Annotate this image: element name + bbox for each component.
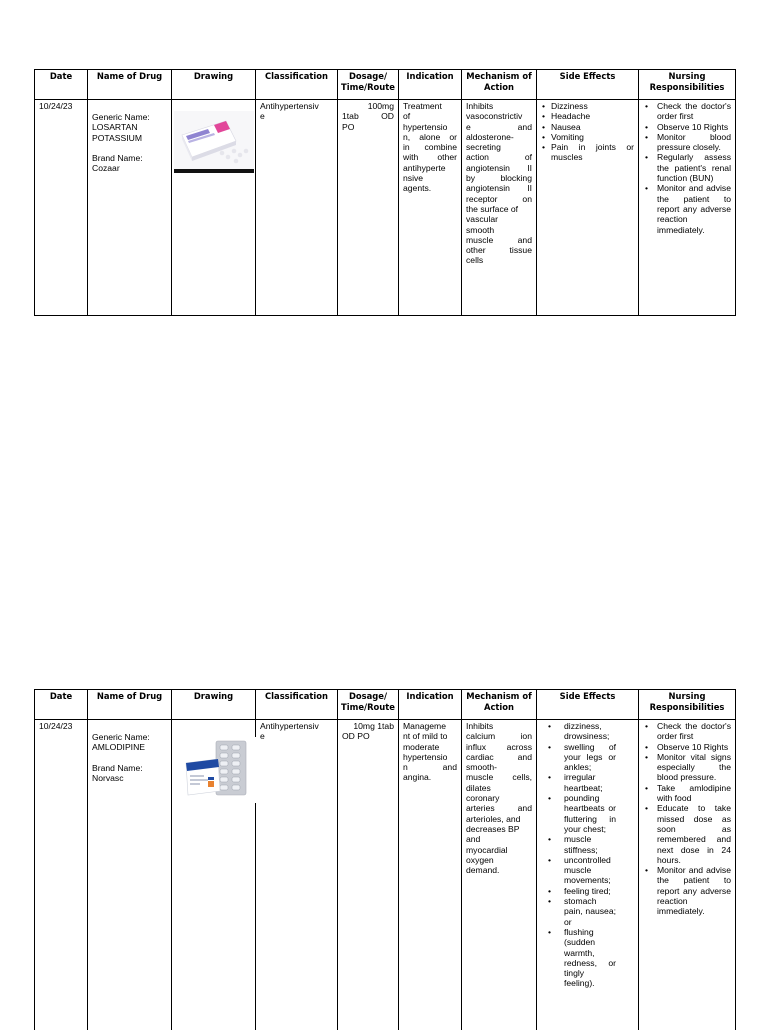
mechanism-line: decreases BP bbox=[466, 823, 520, 834]
side-effect-item: • uncontrolled muscle movements; bbox=[564, 855, 616, 886]
side-effects-cell bbox=[537, 720, 639, 1030]
classification-line: e bbox=[260, 111, 265, 122]
nursing-cell bbox=[639, 720, 736, 1030]
header-classification: Classification bbox=[256, 70, 338, 100]
header-date: Date bbox=[35, 690, 88, 720]
drug-card-losartan bbox=[34, 69, 736, 316]
generic-name-line: AMLODIPINE bbox=[92, 742, 146, 753]
dosage-line: OD PO bbox=[342, 731, 370, 742]
nursing-item: • Regularly assess the patient's renal function (BUN) bbox=[657, 152, 731, 183]
indication-line: n and bbox=[403, 762, 457, 773]
mechanism-line: muscle cells, bbox=[466, 772, 532, 783]
header-drawing: Drawing bbox=[172, 70, 256, 100]
nursing-item: • Check the doctor's order first bbox=[657, 721, 731, 742]
nursing-item: • Take amlodipine with food bbox=[657, 783, 731, 804]
dosage-line: 1tab OD bbox=[342, 111, 394, 122]
side-effect-item: • Nausea bbox=[551, 122, 634, 132]
drug-name-cell bbox=[88, 720, 172, 1030]
header-indication: Indication bbox=[399, 70, 462, 100]
header-row bbox=[35, 70, 736, 100]
header-side-effects: Side Effects bbox=[537, 690, 639, 720]
header-date: Date bbox=[35, 70, 88, 100]
indication-line: Treatment bbox=[403, 101, 442, 111]
header-row bbox=[35, 690, 736, 720]
nursing-list bbox=[643, 101, 731, 235]
side-effect-item: • Dizziness bbox=[551, 101, 634, 111]
side-effect-item: • swelling of your legs or ankles; bbox=[564, 742, 616, 773]
nursing-item: • Monitor vital signs especially the blood pressure. bbox=[657, 752, 731, 783]
classification-cell bbox=[256, 100, 338, 316]
drug-name-cell bbox=[88, 100, 172, 316]
indication-line: hypertensio bbox=[403, 121, 448, 132]
generic-name-line: POTASSIUM bbox=[92, 132, 142, 143]
generic-name-line: LOSARTAN bbox=[92, 122, 138, 133]
mechanism-line: smooth- bbox=[466, 762, 498, 773]
side-effect-item: • Headache bbox=[551, 111, 634, 121]
date-cell: 10/24/23 bbox=[35, 720, 88, 1030]
header-dosage: Dosage/ Time/Route bbox=[338, 70, 399, 100]
header-name-of-drug: Name of Drug bbox=[88, 690, 172, 720]
mechanism-line: receptor on bbox=[466, 193, 532, 204]
mechanism-line: angiotensin II bbox=[466, 162, 532, 173]
classification-cell bbox=[256, 720, 338, 1030]
mechanism-line: arteries and bbox=[466, 803, 532, 814]
drug-card-amlodipine bbox=[34, 689, 736, 1030]
side-effect-item: • feeling tired; bbox=[564, 886, 616, 896]
mechanism-line: arterioles, and bbox=[466, 813, 521, 824]
indication-line: hypertensio bbox=[403, 751, 448, 762]
classification-line: Antihypertensiv bbox=[260, 721, 319, 731]
dosage-cell bbox=[338, 100, 399, 316]
header-nursing: Nursing Responsibilities bbox=[639, 70, 736, 100]
mechanism-cell bbox=[462, 100, 537, 316]
side-effect-item: • stomach pain, nausea; or bbox=[564, 896, 616, 927]
side-effect-item: • irregular heartbeat; bbox=[564, 772, 616, 793]
side-effect-item: • dizziness, drowsiness; bbox=[564, 721, 616, 742]
mechanism-line: e and bbox=[466, 121, 532, 132]
side-effects-list bbox=[541, 101, 634, 163]
header-indication: Indication bbox=[399, 690, 462, 720]
side-effects-list bbox=[541, 721, 634, 989]
brand-label: Brand Name: bbox=[92, 762, 143, 773]
classification-line: Antihypertensiv bbox=[260, 101, 319, 111]
generic-label: Generic Name: bbox=[92, 112, 150, 122]
mechanism-line: coronary bbox=[466, 793, 500, 804]
mechanism-line: muscle and bbox=[466, 234, 532, 245]
mechanism-line: vasoconstrictiv bbox=[466, 111, 523, 122]
side-effect-item: • flushing (sudden warmth, redness, or tingly feeling). bbox=[564, 927, 616, 989]
drug-row bbox=[35, 720, 736, 1030]
side-effect-item: • pounding heartbeats or fluttering in your chest; bbox=[564, 793, 616, 834]
date-cell: 10/24/23 bbox=[35, 100, 88, 316]
drug-row bbox=[35, 100, 736, 316]
dosage-line: 10mg 1tab bbox=[353, 721, 394, 731]
nursing-item: • Observe 10 Rights bbox=[657, 742, 731, 752]
mechanism-line: cells bbox=[466, 255, 484, 266]
mechanism-line: angiotensin II bbox=[466, 183, 532, 194]
drawing-cell bbox=[172, 720, 256, 1030]
header-mechanism: Mechanism of Action bbox=[462, 690, 537, 720]
nursing-list bbox=[643, 721, 731, 917]
mechanism-line: influx across bbox=[466, 741, 532, 752]
indication-line: n, alone or bbox=[403, 131, 457, 142]
header-name-of-drug: Name of Drug bbox=[88, 70, 172, 100]
mechanism-line: aldosterone- bbox=[466, 131, 514, 142]
mechanism-cell bbox=[462, 720, 537, 1030]
header-side-effects: Side Effects bbox=[537, 70, 639, 100]
drawing-cell bbox=[172, 100, 256, 316]
side-effect-item: • Vomiting bbox=[551, 132, 634, 142]
indication-line: antihyperte bbox=[403, 162, 446, 173]
indication-cell bbox=[399, 720, 462, 1030]
nursing-item: • Monitor and advise the patient to report any adverse reaction immediately. bbox=[657, 183, 731, 234]
side-effect-item: • muscle stiffness; bbox=[564, 834, 616, 855]
generic-label: Generic Name: bbox=[92, 732, 150, 742]
indication-line: nsive bbox=[403, 173, 424, 184]
nursing-item: • Monitor blood pressure closely. bbox=[657, 132, 731, 153]
mechanism-line: action of bbox=[466, 152, 532, 163]
brand-name: Cozaar bbox=[92, 163, 120, 174]
nursing-item: • Educate to take missed dose as soon as remembered and next dose in 24 hours. bbox=[657, 803, 731, 865]
mechanism-line: cardiac and bbox=[466, 751, 532, 762]
indication-line: in combine bbox=[403, 142, 457, 153]
mechanism-line: secreting bbox=[466, 142, 501, 153]
header-drawing: Drawing bbox=[172, 690, 256, 720]
header-nursing: Nursing Responsibilities bbox=[639, 690, 736, 720]
header-mechanism: Mechanism of Action bbox=[462, 70, 537, 100]
mechanism-line: dilates bbox=[466, 782, 491, 793]
mechanism-line: myocardial bbox=[466, 844, 508, 855]
header-dosage: Dosage/ Time/Route bbox=[338, 690, 399, 720]
side-effect-item: • Pain in joints or muscles bbox=[551, 142, 634, 163]
indication-line: with other bbox=[403, 152, 457, 163]
amlodipine-blister-photo-icon bbox=[184, 737, 256, 803]
indication-cell bbox=[399, 100, 462, 316]
indication-line: agents. bbox=[403, 183, 432, 194]
indication-line: nt of mild to bbox=[403, 731, 448, 742]
nursing-item: • Monitor and advise the patient to report any adverse reaction immediately. bbox=[657, 865, 731, 916]
mechanism-line: oxygen bbox=[466, 854, 494, 865]
mechanism-line: by blocking bbox=[466, 173, 532, 184]
mechanism-line: Inhibits bbox=[466, 101, 494, 111]
indication-line: Manageme bbox=[403, 721, 446, 731]
nursing-item: • Check the doctor's order first bbox=[657, 101, 731, 122]
losartan-box-photo-icon bbox=[174, 111, 254, 173]
dosage-cell bbox=[338, 720, 399, 1030]
classification-line: e bbox=[260, 731, 265, 742]
dosage-line: 100mg bbox=[367, 101, 394, 111]
mechanism-line: other tissue bbox=[466, 245, 532, 256]
brand-name: Norvasc bbox=[92, 772, 124, 783]
indication-line: angina. bbox=[403, 772, 432, 783]
indication-line: of bbox=[403, 111, 411, 122]
mechanism-line: the surface of bbox=[466, 203, 519, 214]
nursing-cell bbox=[639, 100, 736, 316]
dosage-line: PO bbox=[342, 121, 355, 132]
nursing-item: • Observe 10 Rights bbox=[657, 122, 731, 132]
indication-line: moderate bbox=[403, 741, 440, 752]
mechanism-line: demand. bbox=[466, 865, 500, 876]
mechanism-line: Inhibits bbox=[466, 721, 494, 731]
mechanism-line: calcium ion bbox=[466, 731, 532, 742]
brand-label: Brand Name: bbox=[92, 152, 143, 163]
side-effects-cell bbox=[537, 100, 639, 316]
mechanism-line: vascular bbox=[466, 214, 498, 225]
header-classification: Classification bbox=[256, 690, 338, 720]
mechanism-line: and bbox=[466, 834, 481, 845]
mechanism-line: smooth bbox=[466, 224, 495, 235]
